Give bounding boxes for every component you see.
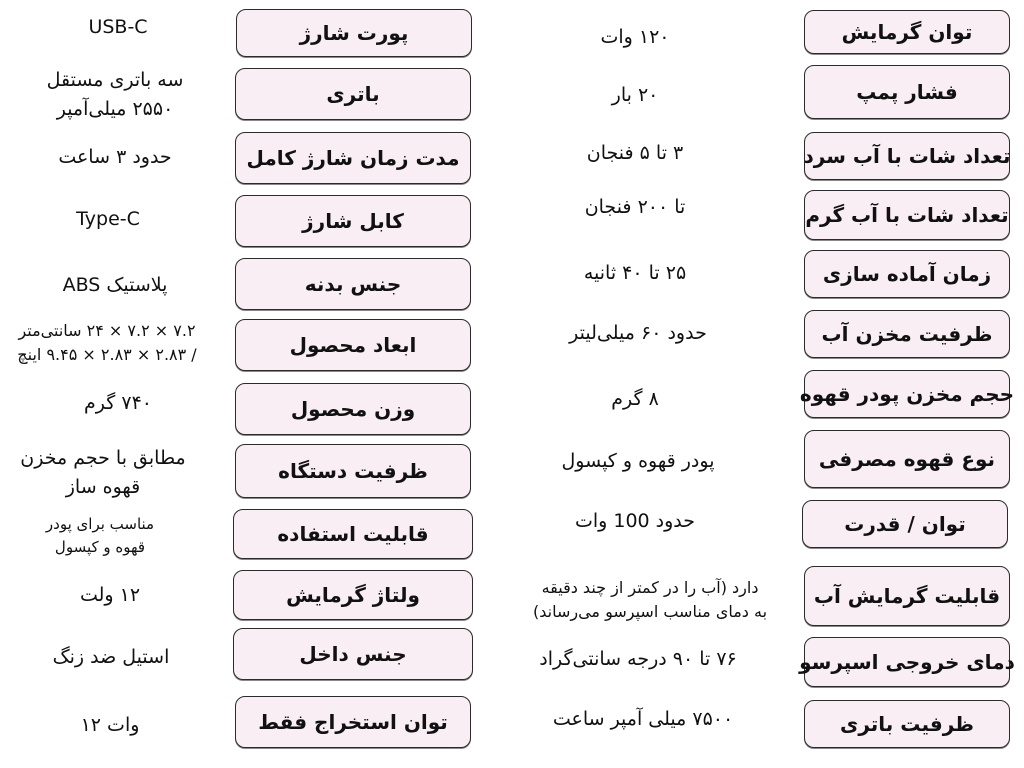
spec-value-battery-line-2: ۲۵۵۰ میلی‌آمپر <box>56 98 174 120</box>
spec-value-dimensions <box>0 316 214 370</box>
spec-label-dimensions: ابعاد محصول <box>235 319 471 371</box>
spec-value-usability-line-1: مناسب برای پودر <box>45 515 155 533</box>
spec-label-heating-power: توان گرمایش <box>804 10 1010 54</box>
spec-value-water-heating-line-2: به دمای مناسب اسپرسو می‌رساند) <box>532 602 768 621</box>
spec-label-heating-voltage: ولتاژ گرمایش <box>233 570 473 620</box>
spec-value-shots-hot-water: تا ۲۰۰ فنجان <box>584 195 686 218</box>
spec-value-coffee-powder-volume: ۸ گرم <box>611 387 659 410</box>
spec-label-power: توان / قدرت <box>802 500 1008 548</box>
spec-value-body-material: پلاستیک ABS <box>62 273 168 296</box>
spec-label-extraction-power: توان استخراج فقط <box>235 696 471 748</box>
spec-value-usability <box>20 512 180 560</box>
spec-label-inner-material: جنس داخل <box>233 628 473 680</box>
spec-value-shots-cold-water: ۳ تا ۵ فنجان <box>586 141 684 164</box>
spec-label-usability: قابلیت استفاده <box>233 509 473 559</box>
spec-label-prep-time: زمان آماده سازی <box>804 250 1010 298</box>
spec-label-coffee-powder-volume: حجم مخزن پودر قهوه <box>804 370 1010 418</box>
spec-value-battery <box>10 64 220 126</box>
spec-value-power: حدود 100 وات <box>574 509 696 532</box>
spec-value-prep-time: ۲۵ تا ۴۰ ثانیه <box>583 261 687 284</box>
spec-value-device-capacity-line-1: مطابق با حجم مخزن <box>20 447 186 469</box>
spec-label-battery: باتری <box>235 68 471 120</box>
spec-label-body-material: جنس بدنه <box>235 258 471 310</box>
spec-value-heating-voltage: ۱۲ ولت <box>79 583 141 606</box>
spec-value-dimensions-line-2: / ۲.۸۳ × ۲.۸۳ × ۹.۴۵ اینچ <box>17 345 197 364</box>
spec-value-device-capacity-line-2: قهوه ساز <box>65 476 141 498</box>
spec-label-coffee-type: نوع قهوه مصرفی <box>804 430 1010 488</box>
spec-value-battery-capacity: ۷۵۰۰ میلی آمپر ساعت <box>552 707 734 730</box>
spec-value-device-capacity <box>0 442 206 504</box>
spec-value-espresso-temp: ۷۶ تا ۹۰ درجه سانتی‌گراد <box>539 647 737 670</box>
spec-value-full-charge-time: حدود ۳ ساعت <box>58 145 172 168</box>
spec-label-charging-cable: کابل شارژ <box>235 195 471 247</box>
spec-value-extraction-power: وات ۱۲ <box>80 713 140 736</box>
spec-label-device-capacity: ظرفیت دستگاه <box>235 444 471 498</box>
spec-value-heating-power: ۱۲۰ وات <box>600 25 670 48</box>
spec-value-usability-line-2: قهوه و کپسول <box>54 538 146 556</box>
spec-value-inner-material: استیل ضد زنگ <box>52 645 170 668</box>
spec-value-battery-line-1: سه باتری مستقل <box>46 69 184 91</box>
spec-label-water-heating: قابلیت گرمایش آب <box>804 566 1010 626</box>
spec-value-weight: ۷۴۰ گرم <box>84 391 152 414</box>
spec-label-battery-capacity: ظرفیت باتری <box>804 700 1010 748</box>
spec-label-espresso-temp: دمای خروجی اسپرسو <box>804 637 1010 687</box>
spec-value-charging-cable: Type-C <box>76 207 140 230</box>
spec-value-coffee-type: پودر قهوه و کپسول <box>561 449 715 472</box>
spec-value-water-tank-capacity: حدود ۶۰ میلی‌لیتر <box>569 321 707 344</box>
spec-value-water-heating-line-1: دارد (آب را در کمتر از چند دقیقه <box>541 578 759 597</box>
spec-label-shots-cold-water: تعداد شات با آب سرد <box>804 132 1010 180</box>
spec-value-pump-pressure: ۲۰ بار <box>611 83 659 106</box>
spec-value-charging-port: USB-C <box>88 15 148 38</box>
spec-label-weight: وزن محصول <box>235 383 471 435</box>
spec-value-dimensions-line-1: ۷.۲ × ۷.۲ × ۲۴ سانتی‌متر <box>18 321 196 340</box>
spec-label-charging-port: پورت شارژ <box>236 9 472 57</box>
spec-label-full-charge-time: مدت زمان شارژ کامل <box>235 132 471 184</box>
spec-label-pump-pressure: فشار پمپ <box>804 65 1010 119</box>
spec-value-water-heating <box>500 572 800 628</box>
spec-label-water-tank-capacity: ظرفیت مخزن آب <box>804 310 1010 358</box>
spec-label-shots-hot-water: تعداد شات با آب گرم <box>804 190 1010 240</box>
